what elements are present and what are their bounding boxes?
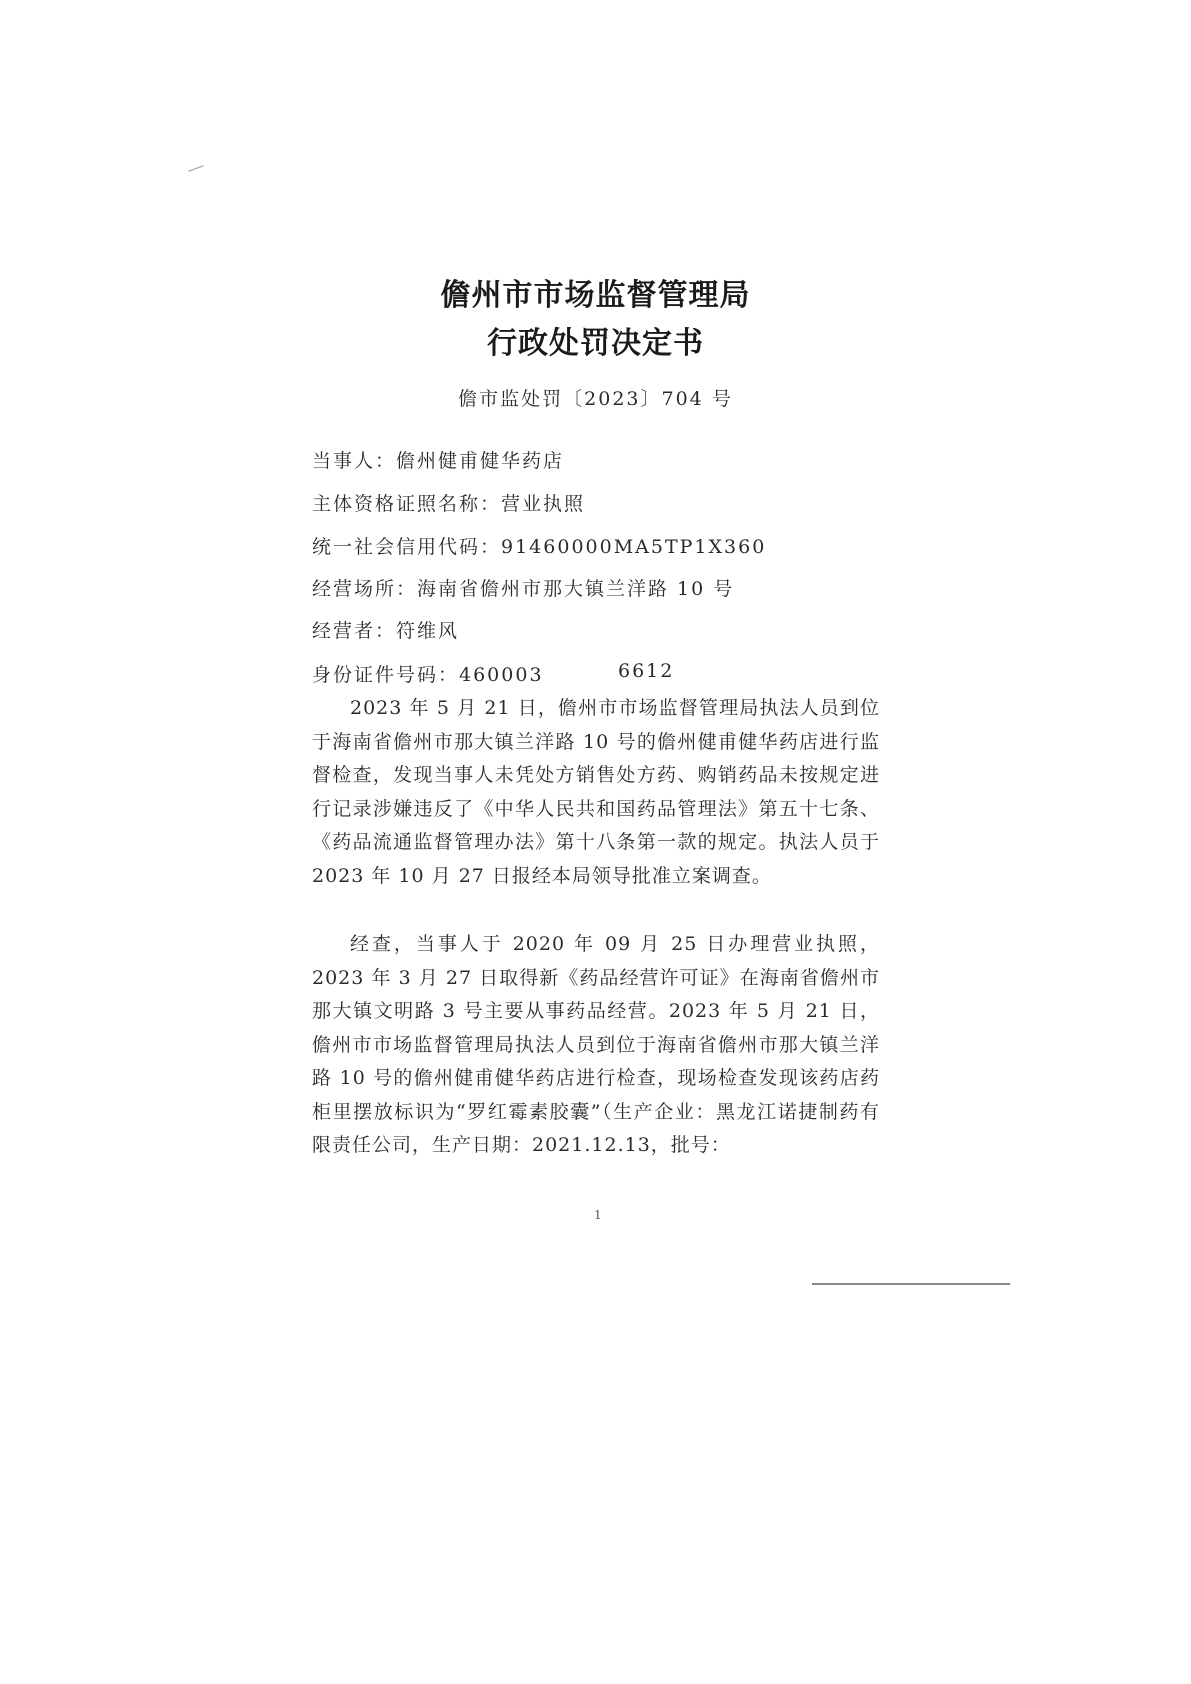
party-license: 主体资格证照名称：营业执照 (312, 493, 586, 515)
scan-line-artifact (812, 1283, 1010, 1285)
document-number: 儋市监处罚〔2023〕704 号 (458, 388, 733, 410)
document-title-agency: 儋州市市场监督管理局 (440, 278, 751, 313)
document-title-type: 行政处罚决定书 (487, 326, 704, 361)
body-paragraph-1: 2023 年 5 月 21 日，儋州市市场监督管理局执法人员到位于海南省儋州市那大镇兰洋路 10 号的儋州健甫健华药店进行监督检查，发现当事人未凭处方销售处方药、购销药品未按规定进行记录涉嫌违反了《中华人民共和国药品管理法》第五十七条、《药品流通监督管理办法》第十八条第一款的规定。执法人员于 2023 年 10 月 27 日报经本局领导批准立案调查。 (312, 697, 880, 887)
party-credit-code: 统一社会信用代码：91460000MA5TP1X360 (312, 536, 767, 558)
page-number: 1 (594, 1208, 602, 1222)
party-id-suffix: 6612 (618, 660, 675, 682)
party-address: 经营场所：海南省儋州市那大镇兰洋路 10 号 (312, 578, 735, 600)
party-operator: 经营者：符维风 (312, 620, 460, 642)
party-id-number: 身份证件号码：460003 (312, 664, 544, 686)
body-paragraph-2: 经查，当事人于 2020 年 09 月 25 日办理营业执照，2023 年 3 月 27 日取得新《药品经营许可证》在海南省儋州市那大镇文明路 3 号主要从事药品经营。2023 年 5 月 21 日，儋州市市场监督管理局执法人员到位于海南省儋州市那大镇兰洋路 10 号的儋州健甫健华药店进行检查，现场检查发现该药店药柜里摆放标识为“罗红霉素胶囊”（生产企业：黑龙江诺捷制药有限责任公司，生产日期：2021.12.13，批号： (312, 933, 880, 1156)
party-name: 当事人：儋州健甫健华药店 (312, 450, 565, 472)
scan-artifact (188, 165, 203, 171)
